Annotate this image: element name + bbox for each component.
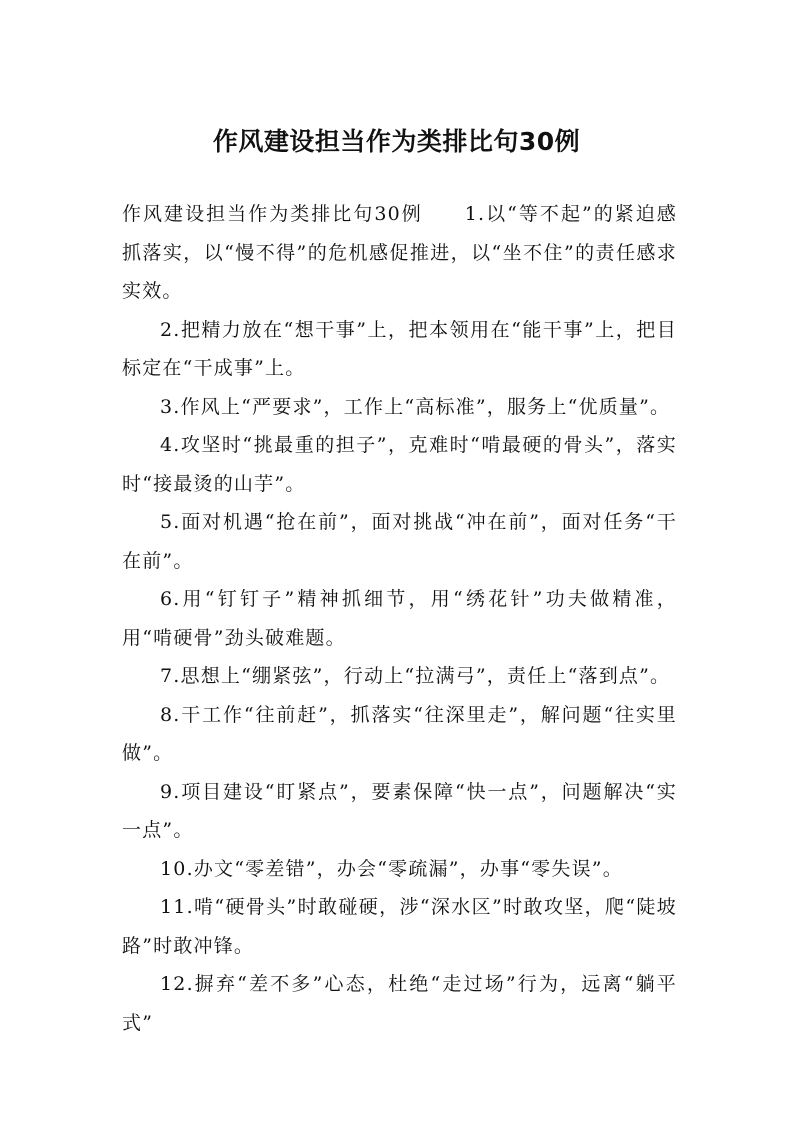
paragraph-7: 7.思想上“绷紧弦”，行动上“拉满弓”，责任上“落到点”。 — [160, 665, 671, 687]
paragraph-10: 10.办文“零差错”，办会“零疏漏”，办事“零失误”。 — [160, 857, 623, 880]
paragraph-1 — [122, 195, 677, 311]
paragraph-8: 8.干工作“往前赶”，抓落实“往深里走”，解问题“往实里做”。 — [122, 703, 677, 764]
paragraph-12: 12.摒弃“差不多”心态，杜绝“走过场”行为，远离“躺平式” — [122, 973, 677, 1034]
document-body — [122, 195, 677, 1042]
paragraph-6: 6.用“钉钉子”精神抓细节，用“绣花针”功夫做精准，用“啃硬骨”劲头破难题。 — [122, 588, 677, 649]
paragraph-11: 11.啃“硬骨头”时敢碰硬，涉“深水区”时敢攻坚，爬“陡坡路”时敢冲锋。 — [122, 896, 677, 957]
document-title: 作风建设担当作为类排比句30例 — [212, 127, 581, 156]
paragraph-9: 9.项目建设“盯紧点”，要素保障“快一点”，问题解决“实一点”。 — [122, 780, 677, 841]
paragraph-4: 4.攻坚时“挑最重的担子”，克难时“啃最硬的骨头”，落实时“接最烫的山芋”。 — [122, 434, 677, 495]
paragraph-2: 2.把精力放在“想干事”上，把本领用在“能干事”上，把目标定在“干成事”上。 — [122, 318, 677, 379]
paragraph-3: 3.作风上“严要求”，工作上“高标准”，服务上“优质量”。 — [160, 395, 671, 418]
paragraph-5: 5.面对机遇“抢在前”，面对挑战“冲在前”，面对任务“干在前”。 — [122, 511, 677, 572]
intro-lead: 作风建设担当作为类排比句30例 — [122, 203, 423, 225]
list-item: 1.以“等不起”的紧迫感抓落实，以“慢不得”的危机感促推进，以“坐不住”的责任感求实效。 — [122, 203, 677, 302]
